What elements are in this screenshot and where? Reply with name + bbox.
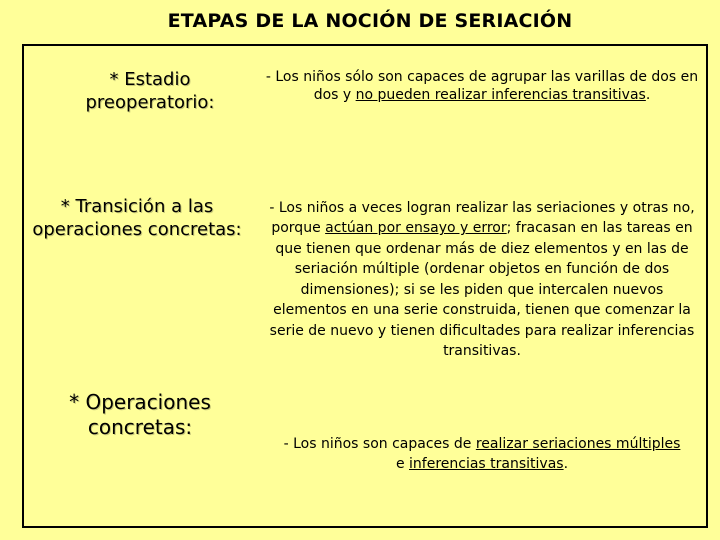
desc-text: - Los niños son capaces de [283, 436, 476, 452]
desc-underlined: realizar seriaciones múltiples [475, 436, 681, 452]
stage-preoperatorio-description [262, 68, 702, 105]
page-title: ETAPAS DE LA NOCIÓN DE SERIACIÓN [167, 10, 573, 32]
desc-text: - Los niños a veces logran realizar las seriaciones y otras no, porque [269, 200, 695, 237]
stage-name-line1: * Operaciones [69, 390, 211, 414]
desc-text: . [563, 456, 569, 473]
stage-name-line2: concretas: [87, 415, 193, 439]
stage-name-line1: * Estadio [109, 69, 191, 90]
desc-underlined: inferencias transitivas [409, 456, 564, 473]
stage-name-line2: operaciones concretas: [32, 219, 242, 241]
desc-text: . [645, 87, 651, 104]
stage-preoperatorio [40, 68, 260, 115]
stage-operaciones-concretas-description [282, 434, 682, 475]
desc-underlined: actúan por ensayo y error [325, 220, 507, 237]
desc-underlined: no pueden realizar inferencias transitivas [355, 87, 646, 104]
stage-operaciones-concretas [30, 390, 250, 440]
stage-transicion-description [262, 198, 702, 362]
desc-text: ; fracasan en las tareas en que tienen que ordenar más de diez elementos y en las de seriación múltiple (ordenar objetos en función de dos dimensiones); si se les piden que intercalen nuevos elementos en una serie construida, tienen que comenzar la serie de nuevo y tienen dificultades para realizar inferencias transitivas. [269, 220, 695, 360]
stage-name-line1: * Transición a las [60, 196, 214, 217]
desc-text: e [395, 456, 410, 473]
stage-name-line2: preoperatorio: [85, 92, 215, 114]
stage-transicion [6, 195, 268, 242]
desc-text: - Los niños sólo son capaces de agrupar las varillas de dos en dos y [265, 69, 699, 104]
